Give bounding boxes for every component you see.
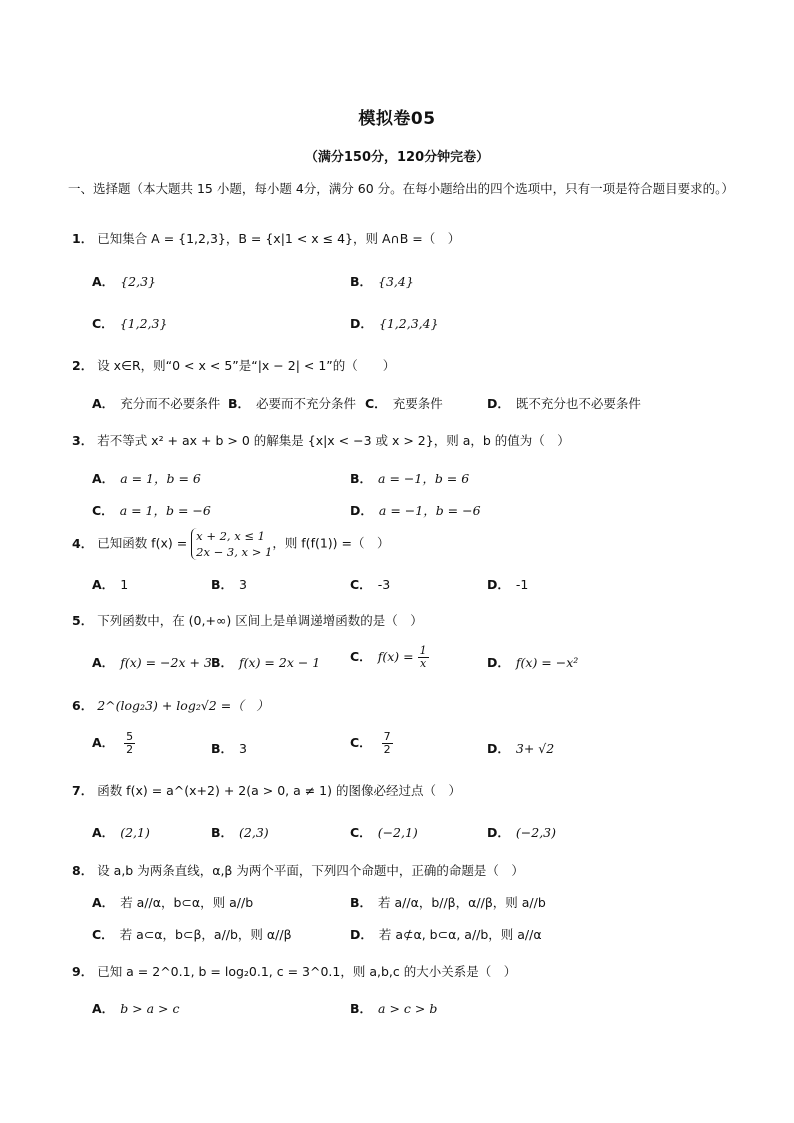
option-text: 若 a⊂α，b⊂β，a//b，则 α//β <box>119 927 292 942</box>
option-a <box>92 272 156 290</box>
option-text: a = 1，b = 6 <box>120 471 201 486</box>
question-number: 3． <box>72 433 94 448</box>
option-label: D． <box>487 741 510 756</box>
option-b <box>350 999 437 1017</box>
option-c <box>92 501 211 519</box>
option-a <box>92 823 150 841</box>
question-number: 8． <box>72 863 94 878</box>
question-stem: 函数 f(x) = a^(x+2) + 2(a > 0, a ≠ 1) 的图像必经过点（ ） <box>97 783 461 798</box>
question-4 <box>72 528 390 560</box>
option-a <box>92 653 212 671</box>
question-stem: 设 x∈R，则“0 < x < 5”是“|x − 2| < 1”的（ ） <box>97 358 396 373</box>
option-text: a = −1，b = 6 <box>378 471 470 486</box>
option-label: C． <box>350 735 372 750</box>
option-text: 必要而不充分条件 <box>256 396 357 411</box>
option-text: (2,1) <box>120 825 150 840</box>
section-heading: 一、选择题（本大题共 15 小题，每小题 4分，满分 60 分。在每小题给出的四个选项中，只有一项是符合题目要求的。） <box>68 181 734 196</box>
question-stem: 已知 a = 2^0.1, b = log₂0.1, c = 3^0.1，则 a,b,c 的大小关系是（ ） <box>97 964 517 979</box>
option-label: C． <box>350 825 372 840</box>
question-number: 7． <box>72 783 94 798</box>
option-label: D． <box>487 825 510 840</box>
option-d <box>487 823 556 841</box>
numerator: 1 <box>419 644 427 657</box>
option-label: B． <box>350 895 373 910</box>
denominator: 2 <box>383 743 391 756</box>
option-text: 若 a//α，b//β，α//β，则 a//b <box>378 895 546 910</box>
option-label: B． <box>228 396 251 411</box>
option-label: D． <box>350 503 373 518</box>
option-text: 3+ √2 <box>515 741 555 756</box>
option-text: f(x) = 2x − 1 <box>239 655 321 670</box>
page-title: 模拟卷05 <box>358 109 436 129</box>
option-b <box>211 823 269 841</box>
option-label: B． <box>350 471 373 486</box>
option-text: (−2,1) <box>377 825 418 840</box>
question-number: 2． <box>72 358 94 373</box>
piecewise-case-1: x + 2, x ≤ 1 <box>196 529 265 543</box>
option-label: A． <box>92 735 115 750</box>
option-d <box>487 394 641 412</box>
option-label: A． <box>92 274 115 289</box>
option-b <box>350 469 469 487</box>
question-3 <box>72 431 570 449</box>
option-label: B． <box>211 825 234 840</box>
option-label: D． <box>350 927 373 942</box>
option-text: 若 a⊄α, b⊂α, a//b，则 a//α <box>378 927 542 942</box>
option-b <box>350 272 414 290</box>
option-label: C． <box>350 577 372 592</box>
option-label: D． <box>350 316 373 331</box>
numerator: 5 <box>126 730 134 743</box>
question-7 <box>72 781 461 799</box>
option-d <box>350 314 439 332</box>
option-c <box>350 731 393 756</box>
question-number: 4． <box>72 535 94 551</box>
option-b <box>211 739 247 757</box>
option-a <box>92 394 220 412</box>
option-text: {3,4} <box>378 274 414 289</box>
question-number: 6． <box>72 698 94 713</box>
option-d <box>350 501 481 519</box>
option-label: C． <box>365 396 387 411</box>
option-text: {1,2,3} <box>119 316 168 331</box>
option-label: B． <box>211 741 234 756</box>
option-text: f(x) = −2x + 3 <box>120 655 212 670</box>
option-label: D． <box>487 655 510 670</box>
option-c <box>92 925 292 943</box>
fraction <box>124 731 135 756</box>
option-text: 既不充分也不必要条件 <box>515 396 641 411</box>
option-label: C． <box>92 927 114 942</box>
option-text: (−2,3) <box>515 825 556 840</box>
option-text: 3 <box>239 741 247 756</box>
question-1 <box>72 229 460 247</box>
option-d <box>350 925 542 943</box>
question-9 <box>72 962 516 980</box>
option-text: 1 <box>120 577 129 592</box>
option-b <box>211 653 320 671</box>
fraction <box>418 645 429 670</box>
piecewise-definition <box>191 528 272 560</box>
option-a <box>92 999 179 1017</box>
question-5 <box>72 611 423 629</box>
option-d <box>487 653 578 671</box>
option-label: C． <box>92 316 114 331</box>
option-d <box>487 739 554 757</box>
option-a <box>92 575 128 593</box>
question-stem: 若不等式 x² + ax + b > 0 的解集是 {x|x < −3 或 x > 2}，则 a，b 的值为（ ） <box>97 433 570 448</box>
option-c <box>365 394 443 412</box>
option-c <box>92 314 167 332</box>
option-label: A． <box>92 471 115 486</box>
fraction <box>382 731 393 756</box>
option-a <box>92 893 253 911</box>
option-label: A． <box>92 396 115 411</box>
numerator: 7 <box>383 730 391 743</box>
option-b <box>350 893 546 911</box>
question-stem: 已知集合 A = {1,2,3}，B = {x|1 < x ≤ 4}，则 A∩B =（ ） <box>97 231 461 246</box>
option-text: {2,3} <box>120 274 156 289</box>
option-label: D． <box>487 396 510 411</box>
question-6 <box>72 696 269 714</box>
option-text: 充要条件 <box>392 396 443 411</box>
option-b <box>211 575 247 593</box>
question-stem-prefix: 已知函数 f(x) = <box>97 535 188 551</box>
question-stem: 下列函数中，在 (0,+∞) 区间上是单调递增函数的是（ ） <box>97 613 423 628</box>
question-number: 5． <box>72 613 94 628</box>
question-number: 1． <box>72 231 94 246</box>
option-text: -1 <box>515 577 529 592</box>
option-b <box>228 394 356 412</box>
question-8 <box>72 861 524 879</box>
page-subtitle: （满分150分，120分钟完卷） <box>304 150 490 165</box>
option-label: A． <box>92 895 115 910</box>
option-label: A． <box>92 655 115 670</box>
denominator: 2 <box>126 743 134 756</box>
option-label: B． <box>350 274 373 289</box>
option-a <box>92 731 135 756</box>
question-stem-suffix: ，则 f(f(1)) =（ ） <box>272 535 390 551</box>
option-label: D． <box>487 577 510 592</box>
option-text: 充分而不必要条件 <box>120 396 221 411</box>
option-d <box>487 575 528 593</box>
question-number: 9． <box>72 964 94 979</box>
option-text: 3 <box>239 577 247 592</box>
option-text: (2,3) <box>239 825 269 840</box>
option-label: B． <box>211 655 234 670</box>
option-label: A． <box>92 1001 115 1016</box>
option-text: {1,2,3,4} <box>378 316 439 331</box>
denominator: x <box>418 657 429 670</box>
option-c <box>350 645 429 670</box>
option-text: -3 <box>377 577 391 592</box>
question-stem: 2^(log₂3) + log₂√2 =（ ） <box>97 698 269 713</box>
option-text: 若 a//α，b⊂α，则 a//b <box>120 895 254 910</box>
option-c <box>350 823 418 841</box>
piecewise-case-2: 2x − 3, x > 1 <box>196 545 273 559</box>
option-c <box>350 575 390 593</box>
question-2 <box>72 356 395 374</box>
option-a <box>92 469 201 487</box>
option-text: a = −1，b = −6 <box>378 503 481 518</box>
option-text: f(x) = <box>377 649 414 664</box>
question-stem: 设 a,b 为两条直线，α,β 为两个平面，下列四个命题中，正确的命题是（ ） <box>97 863 524 878</box>
option-text: a > c > b <box>378 1001 438 1016</box>
option-label: B． <box>211 577 234 592</box>
option-label: C． <box>350 649 372 664</box>
option-text: a = 1，b = −6 <box>119 503 211 518</box>
option-label: A． <box>92 577 115 592</box>
option-label: A． <box>92 825 115 840</box>
option-text: b > a > c <box>120 1001 180 1016</box>
option-text: f(x) = −x² <box>515 655 579 670</box>
option-label: C． <box>92 503 114 518</box>
option-label: B． <box>350 1001 373 1016</box>
